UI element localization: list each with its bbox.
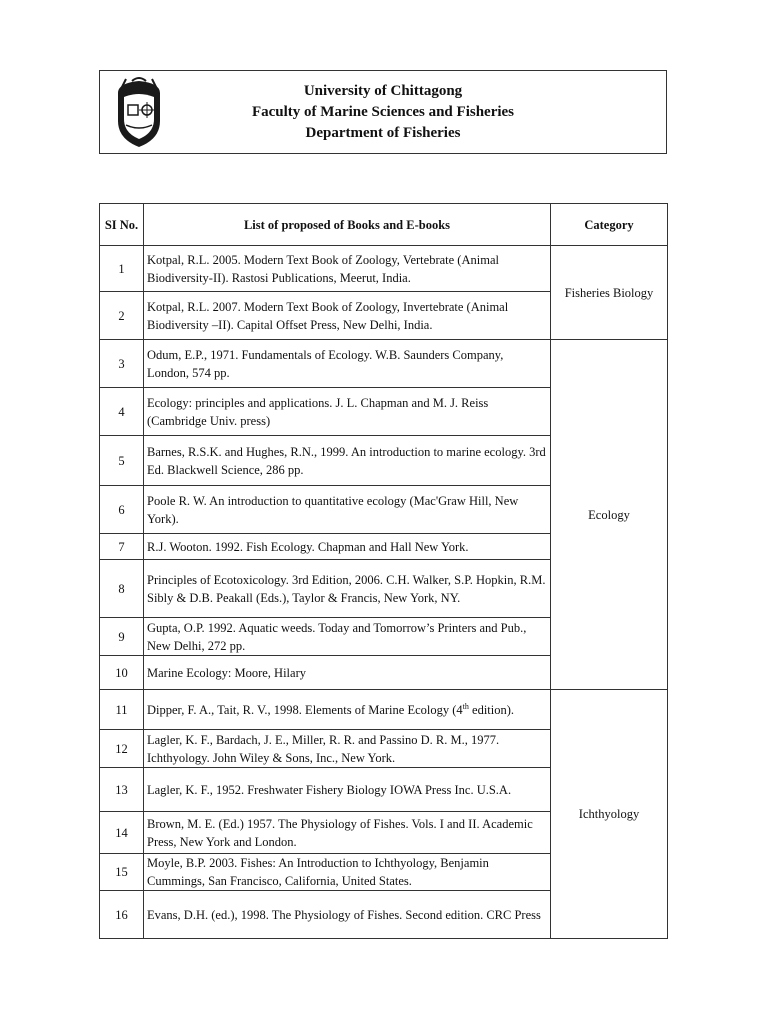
book-entry: R.J. Wooton. 1992. Fish Ecology. Chapman and Hall New York. — [144, 534, 551, 560]
sl-number: 7 — [100, 534, 144, 560]
book-entry: Ecology: principles and applications. J. L. Chapman and M. J. Reiss (Cambridge Univ. press) — [144, 388, 551, 436]
table-row — [100, 246, 668, 292]
superscript: th — [462, 701, 469, 711]
sl-number: 14 — [100, 812, 144, 854]
table-header-row — [100, 204, 668, 246]
sl-number: 11 — [100, 690, 144, 730]
faculty-name: Faculty of Marine Sciences and Fisheries — [251, 104, 515, 120]
book-entry-text: Dipper, F. A., Tait, R. V., 1998. Elements of Marine Ecology (4 — [147, 702, 463, 717]
table-row — [100, 690, 668, 730]
book-entry: Gupta, O.P. 1992. Aquatic weeds. Today and Tomorrow’s Printers and Pub., New Delhi, 272 pp. — [144, 618, 551, 656]
category-ichthyology: Ichthyology — [551, 690, 668, 939]
book-entry: Lagler, K. F., Bardach, J. E., Miller, R. R. and Passino D. R. M., 1977. Ichthyology. John Wiley & Sons, Inc., New York. — [144, 730, 551, 768]
book-entry: Brown, M. E. (Ed.) 1957. The Physiology of Fishes. Vols. I and II. Academic Press, New York and London. — [144, 812, 551, 854]
category-fisheries-biology: Fisheries Biology — [551, 246, 668, 340]
book-entry: Kotpal, R.L. 2005. Modern Text Book of Zoology, Vertebrate (Animal Biodiversity-II). Rastosi Publications, Meerut, India. — [144, 246, 551, 292]
book-entry: Odum, E.P., 1971. Fundamentals of Ecology. W.B. Saunders Company, London, 574 pp. — [144, 340, 551, 388]
department-name: Department of Fisheries — [305, 125, 461, 141]
sl-number: 8 — [100, 560, 144, 618]
sl-number: 2 — [100, 292, 144, 340]
book-entry: Lagler, K. F., 1952. Freshwater Fishery Biology IOWA Press Inc. U.S.A. — [144, 768, 551, 812]
sl-number: 6 — [100, 486, 144, 534]
book-entry: Poole R. W. An introduction to quantitative ecology (Mac'Graw Hill, New York). — [144, 486, 551, 534]
book-entry: Moyle, B.P. 2003. Fishes: An Introduction to Ichthyology, Benjamin Cummings, San Francisco, California, United States. — [144, 854, 551, 891]
table-row — [100, 340, 668, 388]
header-titles — [100, 81, 666, 144]
header-box — [99, 70, 667, 154]
book-entry: Principles of Ecotoxicology. 3rd Edition, 2006. C.H. Walker, S.P. Hopkin, R.M. Sibly & D.B. Peakall (Eds.), Taylor & Francis, New York, NY. — [144, 560, 551, 618]
book-entry: Evans, D.H. (ed.), 1998. The Physiology of Fishes. Second edition. CRC Press — [144, 891, 551, 939]
book-entry: Marine Ecology: Moore, Hilary — [144, 656, 551, 690]
header-category: Category — [551, 204, 668, 246]
sl-number: 4 — [100, 388, 144, 436]
book-entry-text-end: edition). — [468, 702, 515, 717]
sl-number: 10 — [100, 656, 144, 690]
sl-number: 15 — [100, 854, 144, 891]
sl-number: 1 — [100, 246, 144, 292]
book-entry: Kotpal, R.L. 2007. Modern Text Book of Zoology, Invertebrate (Animal Biodiversity –II). Capital Offset Press, New Delhi, India. — [144, 292, 551, 340]
header-sl-no: SI No. — [100, 204, 144, 246]
category-ecology: Ecology — [551, 340, 668, 690]
books-table — [99, 203, 668, 939]
sl-number: 5 — [100, 436, 144, 486]
book-entry — [144, 690, 551, 730]
university-name: University of Chittagong — [303, 83, 463, 99]
sl-number: 3 — [100, 340, 144, 388]
book-entry: Barnes, R.S.K. and Hughes, R.N., 1999. An introduction to marine ecology. 3rd Ed. Blackwell Science, 286 pp. — [144, 436, 551, 486]
sl-number: 13 — [100, 768, 144, 812]
sl-number: 12 — [100, 730, 144, 768]
header-books: List of proposed of Books and E-books — [144, 204, 551, 246]
sl-number: 9 — [100, 618, 144, 656]
sl-number: 16 — [100, 891, 144, 939]
